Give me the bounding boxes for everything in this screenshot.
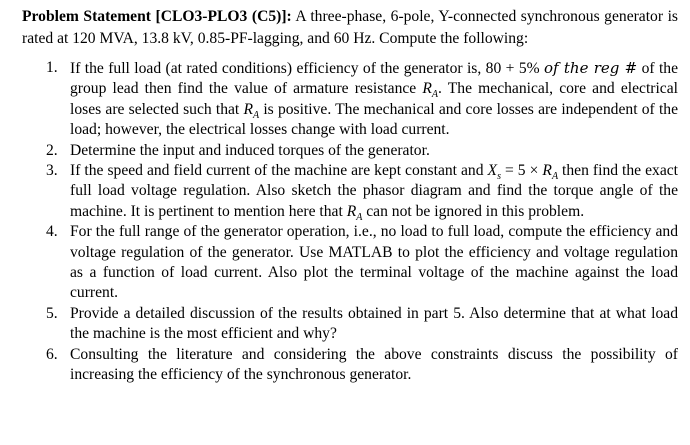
task-text: If the full load (at rated conditions) efficiency of the generator is, 80 + 5%	[70, 60, 545, 77]
task-item-6	[22, 345, 678, 386]
task-list	[22, 58, 678, 386]
task-text: For the full range of the generator operation, i.e., no load to full load, compute the efficiency and voltage regulation of the generator. Use MATLAB to plot the efficiency and voltage regulation as a function of load current. Also plot the terminal voltage of the machine against the load current.	[70, 223, 678, 302]
task-number: 1.	[46, 59, 58, 76]
task-item-2	[22, 141, 678, 161]
statement-body: A three-phase, 6-pole, Y-connected synchronous generator is rated at 120 MVA, 13.8 kV, 0.85-PF-lagging, and 60 Hz. Compute the following:	[22, 8, 678, 47]
task-number: 2.	[46, 141, 58, 159]
task-text: of the group lead then find the value of armature resistance	[70, 60, 679, 98]
task-text: If the speed and field current of the machine are kept constant and	[70, 162, 488, 180]
armature-resistance-symbol: $R_A$	[346, 202, 363, 223]
statement-heading: Problem Statement [CLO3-PLO3 (C5)]:	[22, 8, 292, 25]
task-text: Determine the input and induced torques of the generator.	[70, 141, 430, 159]
task-item-4	[22, 222, 678, 304]
task-number: 5.	[46, 304, 58, 322]
task-text: . The mechanical, core and electrical loses are selected such that	[70, 80, 678, 118]
task-text: then find the exact full load voltage regulation. Also sketch the phasor diagram and find the torque angle of the machine. It is pertinent to mention here that	[70, 162, 678, 220]
task-text: can not be ignored in this problem.	[362, 202, 585, 220]
reg-placeholder: of the reg #	[544, 59, 638, 77]
task-text: is positive. The mechanical and core losses are independent of the load; however, the electrical losses change with load current.	[70, 100, 678, 139]
armature-resistance-symbol: $R_A$	[542, 162, 559, 183]
task-text: Consulting the literature and considering the above constraints discuss the possibility of increasing the efficiency of the synchronous generator.	[70, 345, 678, 384]
task-item-1	[22, 58, 678, 141]
task-text: = 5 ×	[500, 162, 543, 180]
task-number: 3.	[46, 162, 58, 180]
task-number: 4.	[46, 223, 58, 241]
task-item-5	[22, 304, 678, 345]
armature-resistance-symbol: $R_A$	[422, 80, 438, 101]
synchronous-reactance-symbol: $X_s$	[487, 162, 501, 183]
task-item-3	[22, 161, 678, 222]
task-text: Provide a detailed discussion of the results obtained in part 5. Also determine that at what load the machine is the most efficient and why?	[70, 304, 678, 343]
armature-resistance-symbol: $R_A$	[243, 100, 260, 121]
problem-statement	[22, 6, 678, 50]
task-number: 6.	[46, 345, 58, 363]
